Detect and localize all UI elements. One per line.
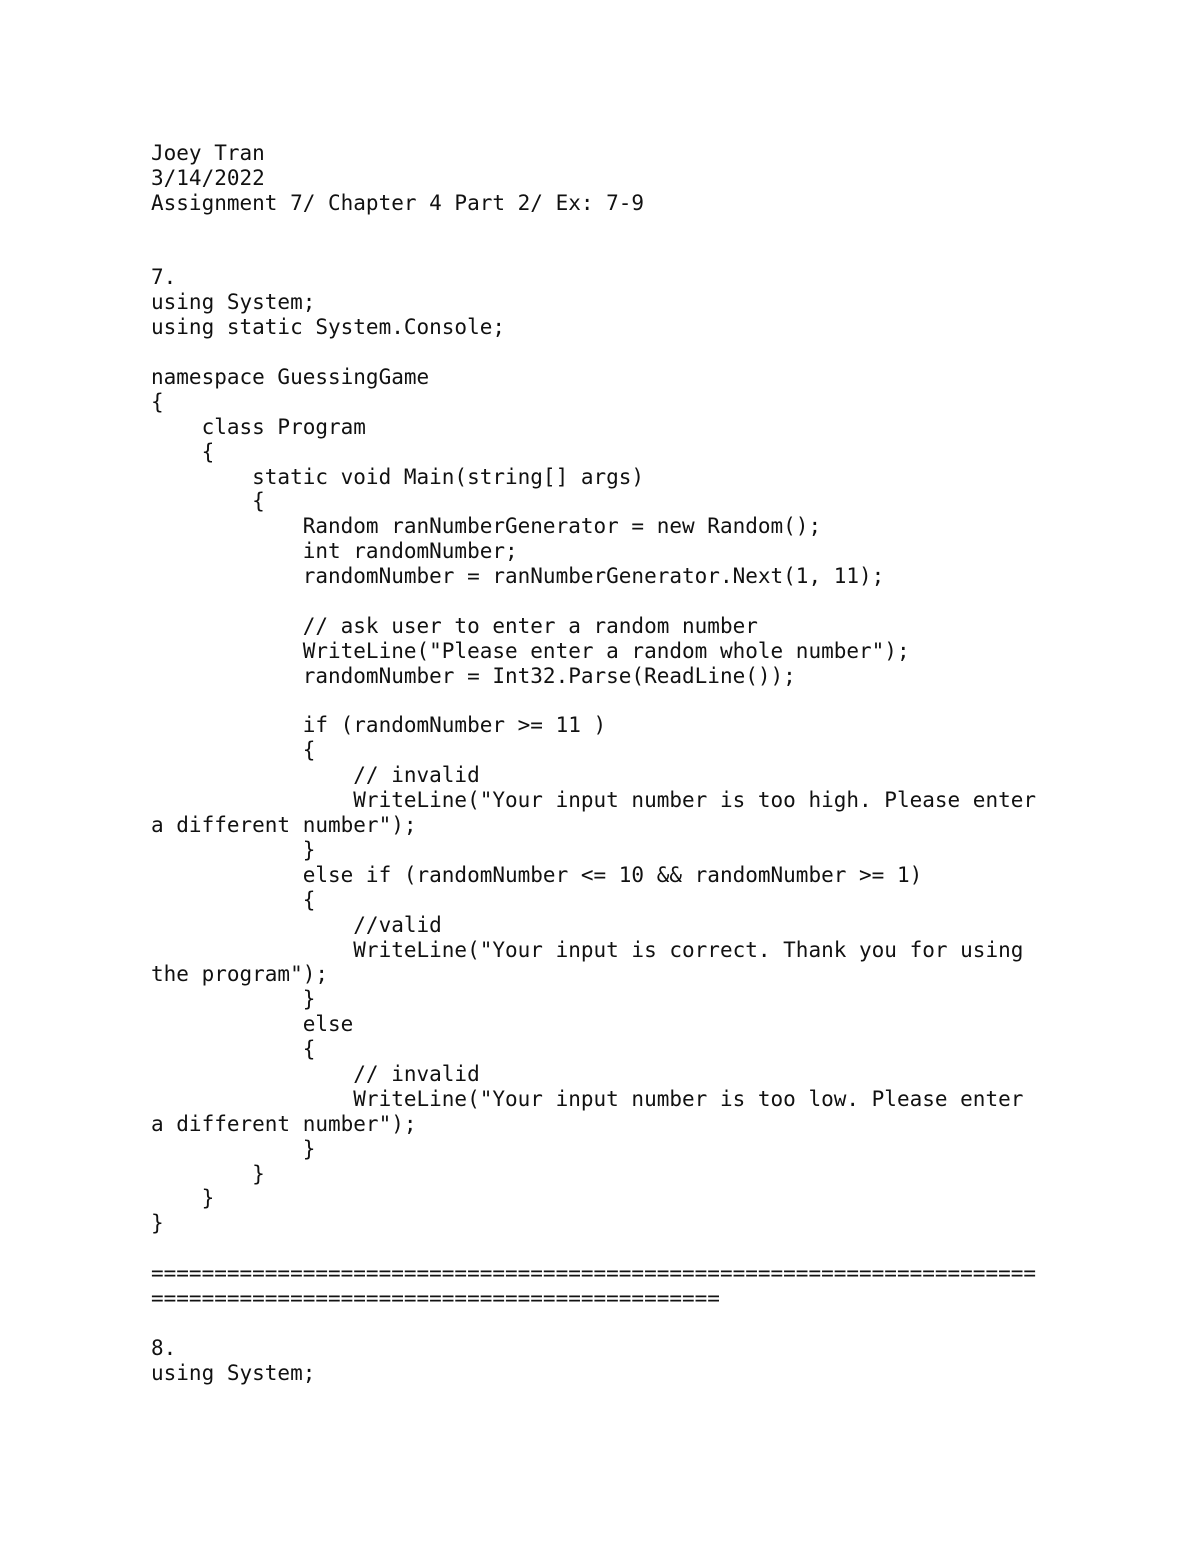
code-line: using static System.Console; bbox=[151, 315, 506, 340]
code-line: // invalid bbox=[151, 1061, 480, 1086]
code-line: using System; bbox=[151, 1360, 316, 1385]
blank-line bbox=[151, 1236, 1131, 1261]
code-line bbox=[151, 340, 1131, 365]
code-line bbox=[151, 589, 1131, 614]
separator-line: ====================================================================== bbox=[151, 1261, 1037, 1286]
code-line: // invalid bbox=[151, 763, 480, 788]
code-line: { bbox=[151, 738, 316, 763]
code-line: else bbox=[151, 1012, 354, 1037]
code-line: } bbox=[151, 987, 316, 1012]
exercise-7-number: 7. bbox=[151, 265, 177, 290]
code-line: { bbox=[151, 489, 265, 514]
code-line bbox=[151, 689, 1131, 714]
code-line: } bbox=[151, 1161, 265, 1186]
code-line: } bbox=[151, 1136, 316, 1161]
code-line: } bbox=[151, 1186, 215, 1211]
code-line: randomNumber = ranNumberGenerator.Next(1, 11); bbox=[151, 564, 885, 589]
code-line: { bbox=[151, 887, 316, 912]
exercise-8-code bbox=[151, 1361, 1131, 1386]
document-date: 3/14/2022 bbox=[151, 165, 265, 190]
code-line: int randomNumber; bbox=[151, 539, 518, 564]
assignment-title: Assignment 7/ Chapter 4 Part 2/ Ex: 7-9 bbox=[151, 190, 645, 215]
blank-line bbox=[151, 241, 1131, 266]
exercise-7-code bbox=[151, 290, 1131, 1236]
code-line: { bbox=[151, 439, 215, 464]
code-line: using System; bbox=[151, 290, 316, 315]
code-line: namespace GuessingGame bbox=[151, 365, 430, 390]
document-body bbox=[151, 141, 1131, 1386]
code-line: class Program bbox=[151, 414, 366, 439]
exercise-8-number: 8. bbox=[151, 1335, 177, 1360]
code-line: randomNumber = Int32.Parse(ReadLine()); bbox=[151, 663, 796, 688]
code-line: { bbox=[151, 389, 164, 414]
code-line: // ask user to enter a random number bbox=[151, 613, 758, 638]
code-line: WriteLine("Please enter a random whole number"); bbox=[151, 638, 910, 663]
code-line: } bbox=[151, 837, 316, 862]
code-line: } bbox=[151, 1211, 164, 1236]
separator-line: ============================================= bbox=[151, 1285, 720, 1310]
code-line: a different number"); bbox=[151, 813, 417, 838]
code-line: a different number"); bbox=[151, 1111, 417, 1136]
code-line: WriteLine("Your input number is too low. Please enter bbox=[151, 1086, 1024, 1111]
code-line: //valid bbox=[151, 912, 442, 937]
code-line: { bbox=[151, 1037, 316, 1062]
code-line: WriteLine("Your input number is too high. Please enter bbox=[151, 788, 1037, 813]
blank-line bbox=[151, 216, 1131, 241]
code-line: if (randomNumber >= 11 ) bbox=[151, 713, 607, 738]
code-line: Random ranNumberGenerator = new Random(); bbox=[151, 514, 822, 539]
author-name: Joey Tran bbox=[151, 141, 265, 165]
code-line: static void Main(string[] args) bbox=[151, 464, 645, 489]
code-line: the program"); bbox=[151, 962, 329, 987]
code-line: WriteLine("Your input is correct. Thank you for using bbox=[151, 937, 1024, 962]
blank-line bbox=[151, 1311, 1131, 1336]
code-line: else if (randomNumber <= 10 && randomNumber >= 1) bbox=[151, 862, 923, 887]
